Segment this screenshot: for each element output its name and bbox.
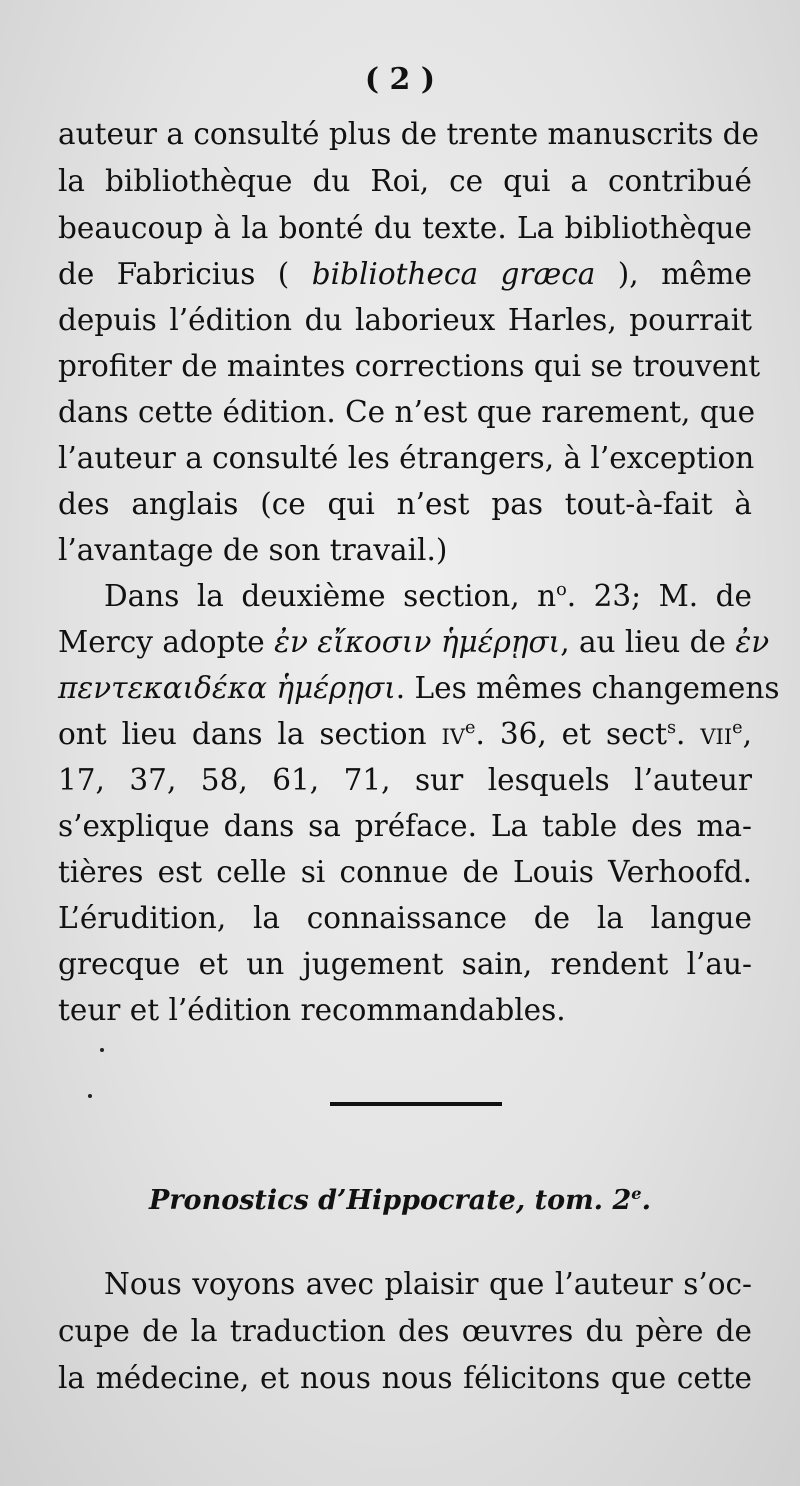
page-number: ( 2 ) [364, 62, 436, 97]
text-span: . 23; M. de [566, 579, 752, 613]
text-line: dans cette édition. Ce n’est que rarement, que [58, 395, 756, 429]
superscript: s [666, 718, 677, 739]
greek-phrase: ἐν εἴκοσιν ἡμέρῃσι [274, 625, 561, 659]
text-line: L’érudition, la connaissance de la langue [58, 901, 752, 935]
text-line: s’explique dans sa préface. La table des ma- [58, 809, 752, 843]
roman-numeral: vii [700, 717, 733, 751]
text-line: cupe de la traduction des œuvres du père de [58, 1314, 752, 1348]
text-line [58, 257, 752, 291]
heading-suffix: , tom. 2 [515, 1185, 632, 1216]
text-line: teur et l’édition recommandables. [58, 993, 566, 1027]
text-line: tières est celle si connue de Louis Verhoofd. [58, 855, 752, 889]
greek-phrase: ἐν [735, 625, 770, 659]
superscript: o [556, 580, 567, 601]
text-span: de Fabricius ( [58, 257, 290, 291]
text-line: auteur a consulté plus de trente manuscrits de [58, 117, 760, 151]
ink-speck [88, 1094, 92, 1098]
text-span: ), même [617, 257, 752, 291]
superscript: e [465, 718, 476, 739]
text-span: Dans la deuxième section, n [104, 579, 557, 613]
text-line: 17, 37, 58, 61, 71, sur lesquels l’auteur [58, 763, 752, 797]
greek-phrase: πεντεκαιδέκα ἡμέρῃσι [58, 671, 396, 705]
text-line: depuis l’édition du laborieux Harles, pourrait [58, 303, 752, 337]
text-span: . Les mêmes changemens [395, 671, 780, 705]
superscript: e [631, 1184, 642, 1203]
text-line [58, 671, 780, 705]
roman-numeral: iv [441, 717, 466, 751]
italic-title: bibliotheca græca [311, 257, 596, 291]
text-line: la bibliothèque du Roi, ce qui a contribué [58, 164, 752, 198]
section-divider [330, 1102, 502, 1106]
text-line: grecque et un jugement sain, rendent l’au- [58, 947, 752, 981]
text-span: . [676, 717, 686, 751]
text-span: , [742, 717, 752, 751]
text-line: des anglais (ce qui n’est pas tout-à-fait à [58, 487, 752, 521]
text-line: l’auteur a consulté les étrangers, à l’exception [58, 441, 755, 475]
text-span: ont lieu dans la section [58, 717, 427, 751]
ink-speck [100, 1048, 104, 1052]
text-line: la médecine, et nous nous félicitons que cette [58, 1361, 752, 1395]
text-line [104, 579, 752, 613]
text-line: l’avantage de son travail.) [58, 533, 448, 567]
superscript: e [732, 718, 743, 739]
text-span: , au lieu de [560, 625, 726, 659]
text-line: beaucoup à la bonté du texte. La bibliothèque [58, 211, 752, 245]
text-line: Nous voyons avec plaisir que l’auteur s’oc- [104, 1267, 752, 1301]
text-span: . 36, et sect [475, 717, 667, 751]
text-line [58, 625, 770, 659]
text-span: Mercy adopte [58, 625, 265, 659]
heading-title: Pronostics d’Hippocrate [149, 1185, 516, 1216]
text-line [58, 717, 752, 751]
section-heading [0, 1185, 800, 1216]
heading-end: . [641, 1185, 651, 1216]
text-line: profiter de maintes corrections qui se trouvent [58, 349, 761, 383]
